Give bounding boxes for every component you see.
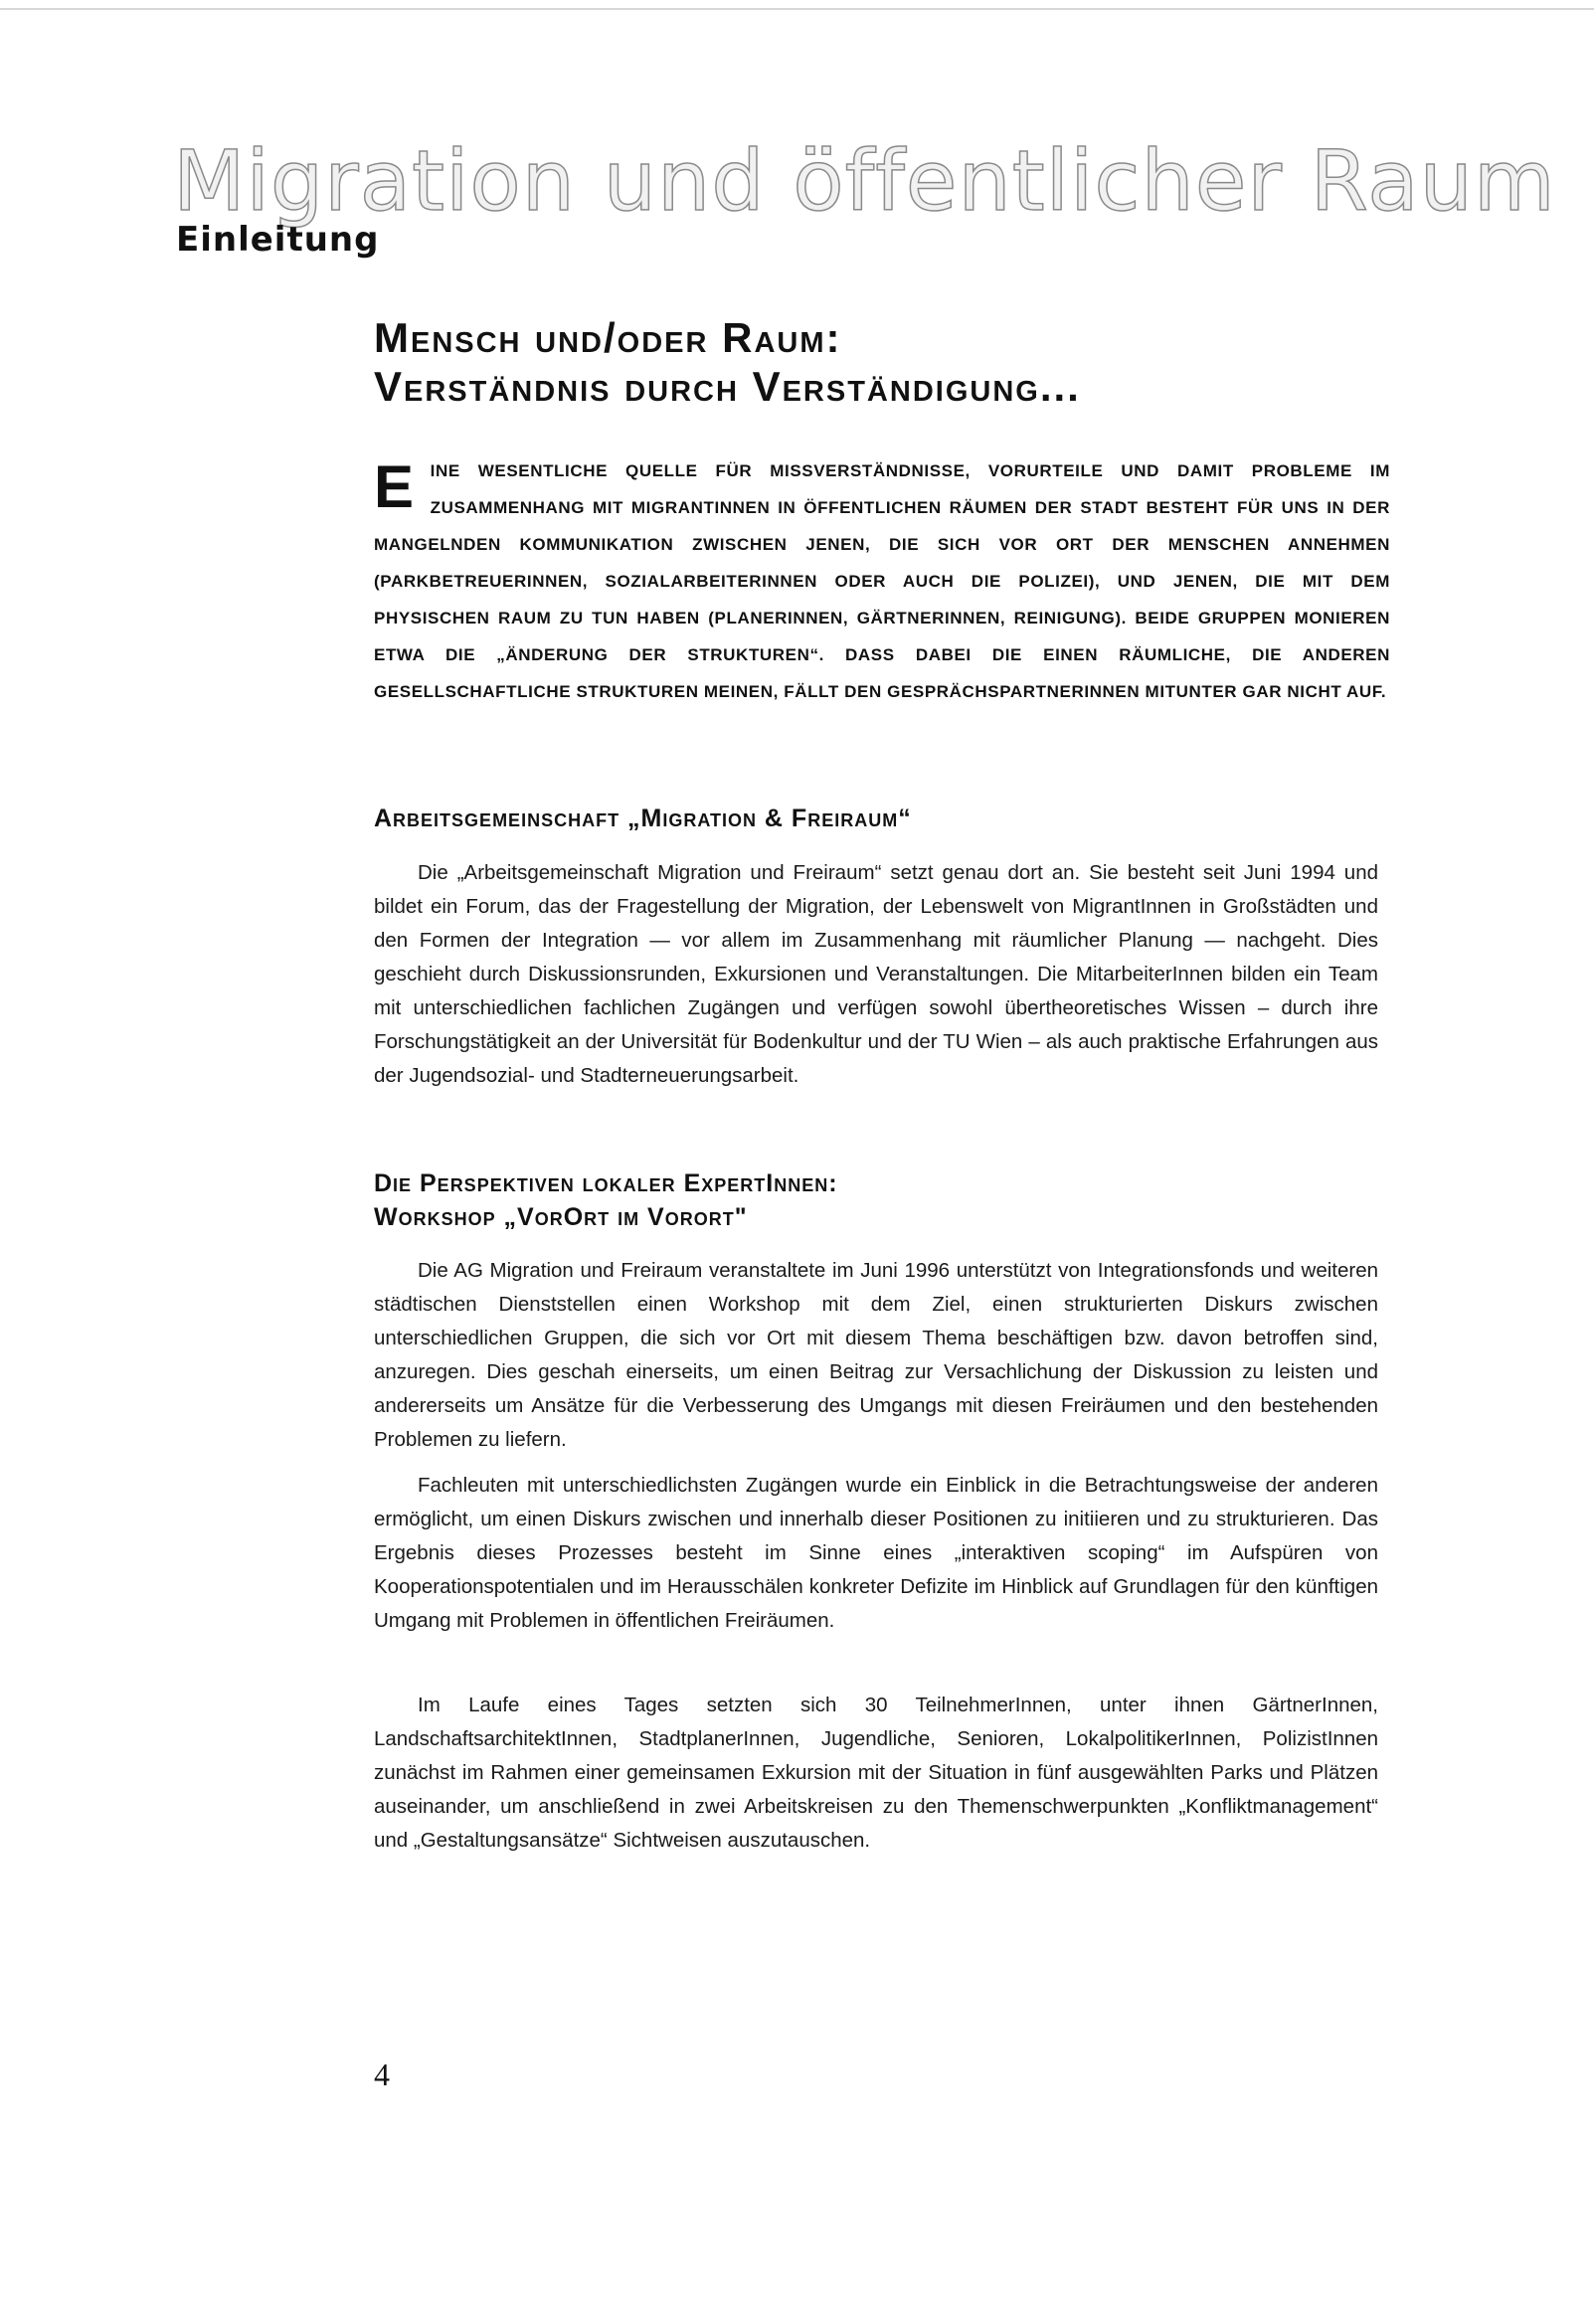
- article-heading-line-2: Verständnis durch Verständigung...: [374, 363, 1081, 410]
- lead-text: INE WESENTLICHE QUELLE FÜR MISSVERSTÄNDNISSE, VORURTEILE UND DAMIT PROBLEME IM ZUSAMMENHANG MIT MIGRANTINNEN IN ÖFFENTLICHEN RÄUMEN DER STADT BESTEHT FÜR UNS IN DER MANGELNDEN KOMMUNIKATION ZWISCHEN JENEN, DIE SICH VOR ORT DER MENSCHEN ANNEHMEN (PARKBETREUERINNEN, SOZIALARBEITERINNEN ODER AUCH DIE POLIZEI), UND JENEN, DIE MIT DEM PHYSISCHEN RAUM ZU TUN HABEN (PLANERINNEN, GÄRTNERINNEN, REINIGUNG). BEIDE GRUPPEN MONIEREN ETWA DIE „ÄNDERUNG DER STRUKTUREN“. DASS DABEI DIE EINEN RÄUMLICHE, DIE ANDEREN GESELLSCHAFTLICHE STRUKTUREN MEINEN, FÄLLT DEN GESPRÄCHSPARTNERINNEN MITUNTER GAR NICHT AUF.: [374, 461, 1390, 701]
- lead-paragraph: [374, 452, 1390, 710]
- section-2-paragraph-2: Fachleuten mit unterschiedlichsten Zugängen wurde ein Einblick in die Betrachtungsweise der anderen ermöglicht, um einen Diskurs zwischen und innerhalb dieser Positionen zu initiieren und zu strukturieren. Das Ergebnis dieses Prozesses besteht im Sinne eines „interaktiven scoping“ im Aufspüren von Kooperationspotentialen und im Herausschälen konkreter Defizite im Hinblick auf Grundlagen für den künftigen Umgang mit Problemen in öffentlichen Freiräumen.: [374, 1474, 1378, 1632]
- page-number: 4: [374, 2056, 390, 2092]
- section-2-heading: [374, 1166, 838, 1234]
- series-title: Migration und öffentlicher Raum: [173, 132, 1556, 230]
- top-rule: [0, 8, 1594, 10]
- section-1-heading: Arbeitsgemeinschaft „Migration & Freiraum“: [374, 804, 912, 832]
- article-heading: [374, 313, 1448, 411]
- section-2-paragraph-1: Die AG Migration und Freiraum veranstaltete im Juni 1996 unterstützt von Integrationsfonds und weiteren städtischen Dienststellen einen Workshop mit dem Ziel, einen strukturierten Diskurs zwischen unterschiedlichen Gruppen, die sich vor Ort mit diesem Thema beschäftigen bzw. davon betroffen sind, anzuregen. Dies geschah einerseits, um einen Beitrag zur Versachlichung der Diskussion zu leisten und andererseits um Ansätze für die Verbesserung des Umgangs mit diesen Freiräumen und den bestehenden Problemen zu liefern.: [374, 1259, 1378, 1451]
- section-2-paragraph-3: Im Laufe eines Tages setzten sich 30 TeilnehmerInnen, unter ihnen GärtnerInnen, LandschaftsarchitektInnen, StadtplanerInnen, Jugendliche, Senioren, LokalpolitikerInnen, PolizistInnen zunächst im Rahmen einer gemeinsamen Exkursion mit der Situation in fünf ausgewählten Parks und Plätzen auseinander, um anschließend in zwei Arbeitskreisen zu den Themenschwerpunkten „Konfliktmanagement“ und „Gestaltungsansätze“ Sichtweisen auszutauschen.: [374, 1694, 1378, 1852]
- article-heading-line-1: Mensch und/oder Raum:: [374, 314, 842, 361]
- section-2-heading-line-1: Die Perspektiven lokaler ExpertInnen:: [374, 1169, 838, 1197]
- section-label: Einleitung: [176, 220, 380, 260]
- section-1-paragraph: Die „Arbeitsgemeinschaft Migration und Freiraum“ setzt genau dort an. Sie besteht seit Juni 1994 und bildet ein Forum, das der Fragestellung der Migration, der Lebenswelt von MigrantInnen in Großstädten und den Formen der Integration — vor allem im Zusammenhang mit räumlicher Planung — nachgeht. Dies geschieht durch Diskussionsrunden, Exkursionen und Veranstaltungen. Die MitarbeiterInnen bilden ein Team mit unterschiedlichen fachlichen Zugängen und verfügen sowohl übertheoretisches Wissen – durch ihre Forschungstätigkeit an der Universität für Bodenkultur und der TU Wien – als auch praktische Erfahrungen aus der Jugendsozial- und Stadterneuerungsarbeit.: [374, 861, 1378, 1087]
- section-2-heading-line-2: Workshop „VorOrt im Vorort": [374, 1203, 748, 1231]
- drop-cap: E: [374, 453, 415, 520]
